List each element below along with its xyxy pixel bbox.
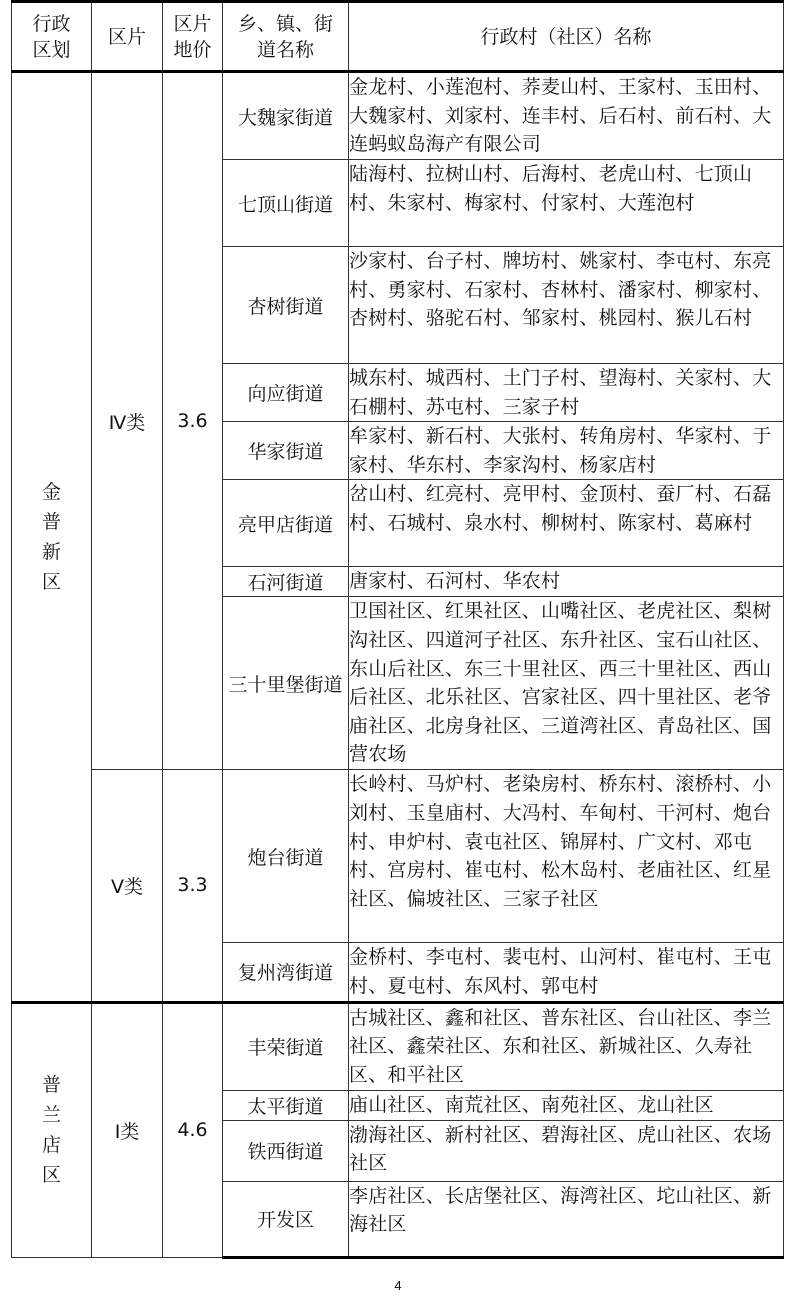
villages-cell: 李店社区、长店堡社区、海湾社区、坨山社区、新海社区	[349, 1181, 784, 1257]
street-cell: 三十里堡街道	[223, 597, 349, 770]
villages-cell: 陆海村、拉树山村、后海村、老虎山村、七顶山村、朱家村、梅家村、付家村、大莲泡村	[349, 160, 784, 247]
header-villages: 行政村（社区）名称	[349, 2, 784, 72]
street-cell: 铁西街道	[223, 1120, 349, 1181]
villages-cell: 庙山社区、南荒社区、南苑社区、龙山社区	[349, 1090, 784, 1120]
street-cell: 太平街道	[223, 1090, 349, 1120]
street-cell: 石河街道	[223, 567, 349, 597]
street-cell: 向应街道	[223, 364, 349, 422]
zone-cell: Ⅳ类	[92, 72, 163, 770]
price-cell: 3.6	[163, 72, 223, 770]
villages-cell: 牟家村、新石村、大张村、转角房村、华家村、于家村、华东村、李家沟村、杨家店村	[349, 422, 784, 480]
header-price: 区片地价	[163, 2, 223, 72]
price-cell: 4.6	[163, 1002, 223, 1257]
zone-cell: Ⅴ类	[92, 770, 163, 1002]
street-cell: 杏树街道	[223, 247, 349, 364]
table-header	[12, 2, 784, 72]
table-row	[12, 1002, 784, 1090]
admin-cell: 普兰店区	[12, 1002, 92, 1257]
table-row	[12, 72, 784, 160]
villages-cell: 岔山村、红亮村、亮甲村、金顶村、蚕厂村、石磊村、石城村、泉水村、柳树村、陈家村、葛麻村	[349, 480, 784, 567]
villages-cell: 卫国社区、红果社区、山嘴社区、老虎社区、梨树沟社区、四道河子社区、东升社区、宝石山社区、东山后社区、东三十里社区、西三十里社区、西山后社区、北乐社区、宫家社区、四十里社区、老爷庙社区、北房身社区、三道湾社区、青岛社区、国营农场	[349, 597, 784, 770]
villages-cell: 沙家村、台子村、牌坊村、姚家村、李屯村、东亮村、勇家村、石家村、杏林村、潘家村、柳家村、杏树村、骆驼石村、邹家村、桃园村、猴儿石村	[349, 247, 784, 364]
villages-cell: 金龙村、小莲泡村、荞麦山村、王家村、玉田村、大魏家村、刘家村、连丰村、后石村、前石村、大连蚂蚁岛海产有限公司	[349, 72, 784, 160]
street-cell: 大魏家街道	[223, 72, 349, 160]
villages-cell: 城东村、城西村、土门子村、望海村、关家村、大石棚村、苏屯村、三家子村	[349, 364, 784, 422]
villages-cell: 唐家村、石河村、华农村	[349, 567, 784, 597]
street-cell: 丰荣街道	[223, 1002, 349, 1090]
admin-cell: 金普新区	[12, 72, 92, 1003]
table-row	[12, 770, 784, 943]
header-admin: 行政区划	[12, 2, 92, 72]
price-cell: 3.3	[163, 770, 223, 1002]
villages-cell: 渤海社区、新村社区、碧海社区、虎山社区、农场社区	[349, 1120, 784, 1181]
zone-cell: Ⅰ类	[92, 1002, 163, 1257]
street-cell: 亮甲店街道	[223, 480, 349, 567]
street-cell: 炮台街道	[223, 770, 349, 943]
street-cell: 七顶山街道	[223, 160, 349, 247]
street-cell: 开发区	[223, 1181, 349, 1257]
page-number: 4	[394, 1278, 402, 1293]
villages-cell: 长岭村、马炉村、老染房村、桥东村、滚桥村、小刘村、玉皇庙村、大冯村、车甸村、干河村、炮台村、申炉村、袁屯社区、锦屏村、广文村、邓屯村、宫房村、崔屯村、松木岛村、老庙社区、红星社区、偏坡社区、三家子社区	[349, 770, 784, 943]
villages-cell: 古城社区、鑫和社区、普东社区、台山社区、李兰社区、鑫荣社区、东和社区、新城社区、久寿社区、和平社区	[349, 1002, 784, 1090]
street-cell: 复州湾街道	[223, 943, 349, 1002]
villages-cell: 金桥村、李屯村、裴屯村、山河村、崔屯村、王屯村、夏屯村、东风村、郭屯村	[349, 943, 784, 1002]
header-street: 乡、镇、街道名称	[223, 2, 349, 72]
street-cell: 华家街道	[223, 422, 349, 480]
land-price-table	[11, 0, 784, 1259]
header-zone: 区片	[92, 2, 163, 72]
